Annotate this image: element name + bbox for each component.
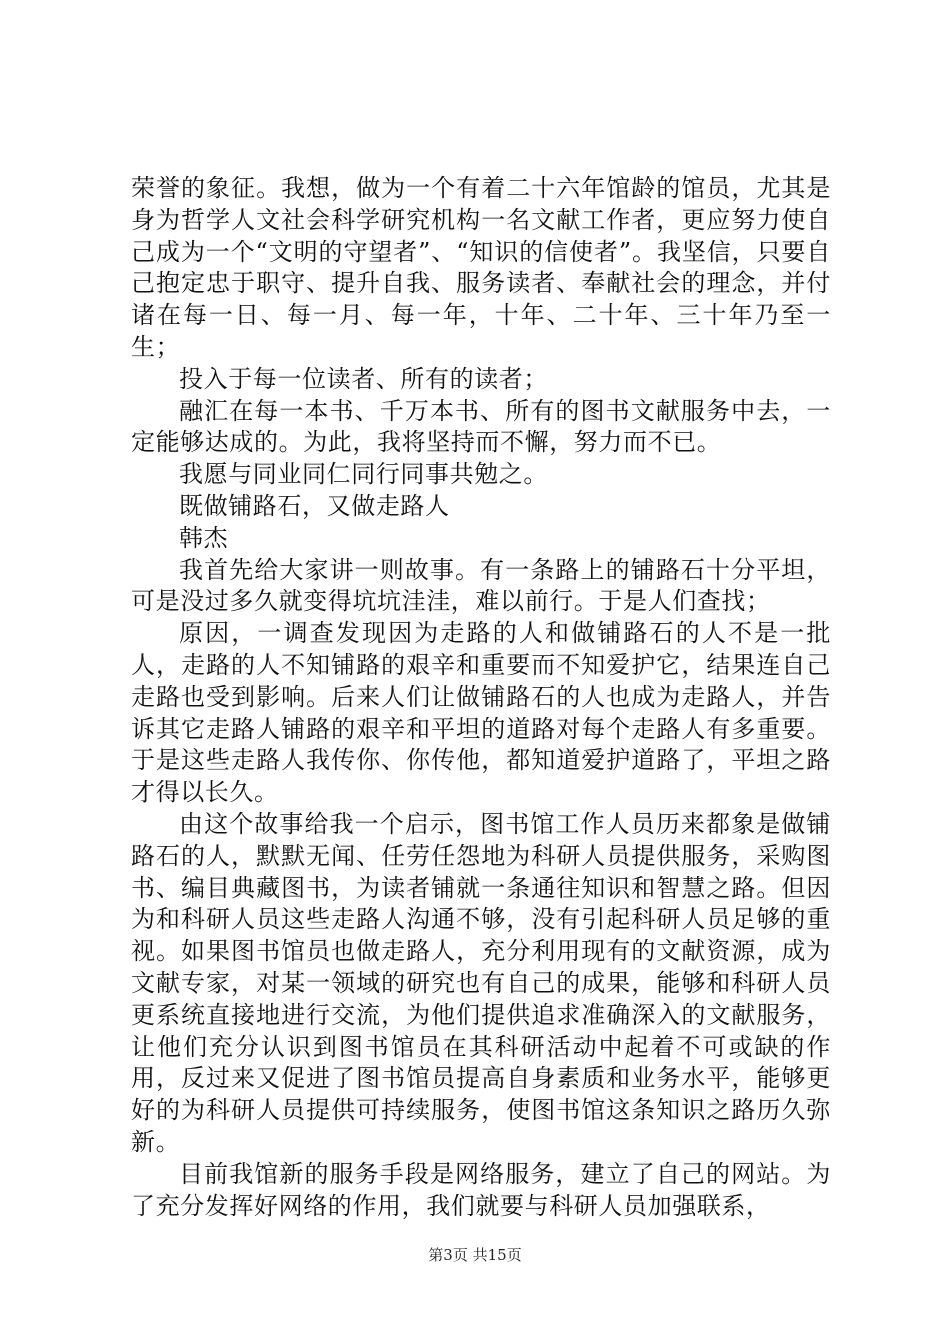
author-name: 韩杰	[179, 523, 229, 552]
paragraph-story-lesson: 由这个故事给我一个启示，图书馆工作人员历来都象是做铺路石的人，默默无闻、任劳任怨地为科研人员提供服务，采购图书、编目典藏图书，为读者铺就一条通往知识和智慧之路。但因为和科研人员这些走路人沟通不够，没有引起科研人员足够的重视。如果图书馆员也做走路人，充分利用现有的文献资源，成为文献专家，对某一领域的研究也有自己的成果，能够和科研人员更系统直接地进行交流，为他们提供追求准确深入的文献服务，让他们充分认识到图书馆员在其科研活动中起着不可或缺的作用，反过来又促进了图书馆员提高自身素质和业务水平，能够更好的为科研人员提供可持续服务，使图书馆这条知识之路历久弥新。	[131, 809, 831, 1156]
page-number-footer: 第3页 共15页	[428, 1246, 522, 1264]
paragraph-honor-closing: 荣誉的象征。我想，做为一个有着二十六年馆龄的馆员，尤其是身为哲学人文社会科学研究机构一名文献工作者，更应努力使自己成为一个“文明的守望者”、“知识的信使者”。我坚信，只要自己抱定忠于职守、提升自我、服务读者、奉献社会的理念，并付诸在每一日、每一月、每一年，十年、二十年、三十年乃至一生；	[131, 174, 831, 361]
paragraph-story-reason: 原因，一调查发现因为走路的人和做铺路石的人不是一批人，走路的人不知铺路的艰辛和重要而不知爱护它，结果连自己走路也受到影响。后来人们让做铺路石的人也成为走路人，并告诉其它走路人铺路的艰辛和平坦的道路对每个走路人有多重要。于是这些走路人我传你、你传他，都知道爱护道路了，平坦之路才得以长久。	[131, 619, 831, 807]
paragraph-encouragement: 我愿与同业同仁同行同事共勉之。	[179, 460, 548, 489]
paragraph-story-intro: 我首先给大家讲一则故事。有一条路上的铺路石十分平坦，可是没过多久就变得坑坑洼洼，难以前行。于是人们查找；	[131, 555, 831, 616]
document-body	[131, 173, 831, 1222]
paragraph-integrate-services: 融汇在每一本书、千万本书、所有的图书文献服务中去，一定能够达成的。为此，我将坚持而不懈，努力而不已。	[131, 396, 831, 457]
paragraph-serve-readers: 投入于每一位读者、所有的读者；	[179, 364, 548, 393]
paragraph-network-service: 目前我馆新的服务手段是网络服务，建立了自己的网站。为了充分发挥好网络的作用，我们就要与科研人员加强联系，	[131, 1159, 831, 1220]
section-title: 既做铺路石，又做走路人	[179, 491, 450, 520]
